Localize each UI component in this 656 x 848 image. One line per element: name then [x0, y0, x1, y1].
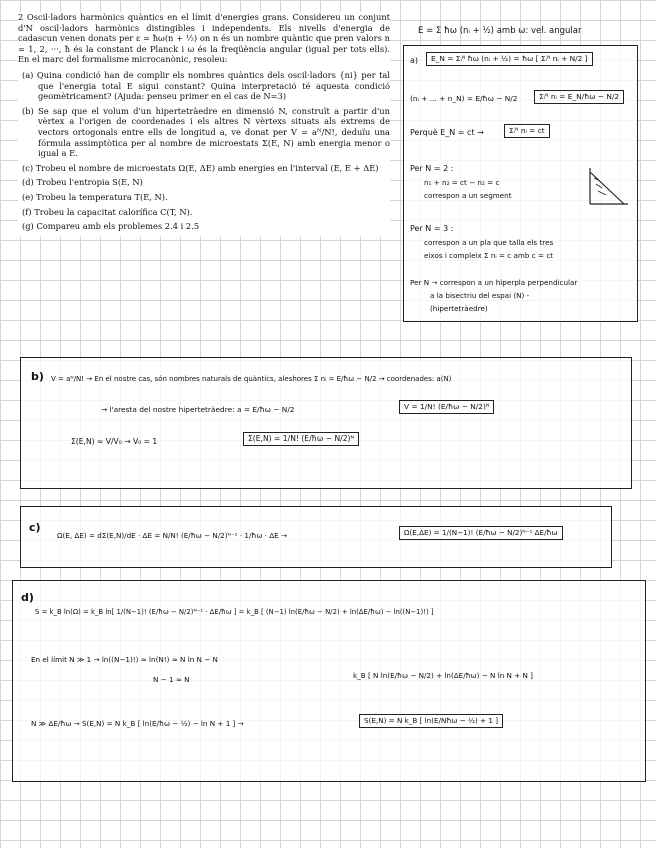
part-b-label: b) [31, 370, 44, 383]
n3-text2: eixos i compleix Σ nᵢ = c amb c = ct [424, 251, 554, 260]
part-c-box [20, 506, 612, 568]
problem-item-f: (f) Trobeu la capacitat calorífica C(T, N). [22, 206, 193, 217]
part-a-because-eq: Σᵢᴺ nᵢ = ct [504, 124, 550, 138]
problem-header: 2 Oscil·ladors harmònics quàntics en el límit d'energies grans. Considereu un conjunt d'N oscil·ladors harmònics distingibles i independents. Els nivells d'energia de cadascun venen donats per ε = ħω(n + ½) on n és un nombre quàntic que pren valors n = 1, 2, ···, ħ és la constant de Planck i ω és la freqüència angular (igual per tots ells). En el marc del formalisme microcanònic, resoleu: [18, 12, 390, 65]
nN-text3: (hipertetràedre) [430, 304, 488, 313]
problem-statement [18, 12, 390, 236]
part-d-label: d) [21, 591, 34, 604]
n2-text1: n₁ + n₂ = ct − n₂ = c [424, 178, 500, 187]
problem-items [18, 70, 390, 232]
energy-definition: E = Σ ħω (nᵢ + ½) amb ω: vel. angular [418, 26, 582, 36]
part-d-entropy: S(E,N) = N k_B [ ln(E/Nħω − ½) + 1 ] [359, 714, 503, 728]
part-a-eq2: (nᵢ + ... + n_N) = E/ħω − N/2 [410, 94, 518, 103]
n2-label: Per N = 2 : [410, 164, 454, 173]
part-d-line3: N ≫ ΔE/ħω → S(E,N) = N k_B [ ln(E/ħω − ½) − ln N + 1 ] → [31, 719, 244, 728]
part-a-eq3: Σᵢᴺ nᵢ = E_N/ħω − N/2 [534, 90, 624, 104]
part-b-line1: V = aᴺ/N! → En el nostre cas, són nombres naturals de quàntics, aleshores Σ nᵢ = E/ħω − N/2 → coordenades: a(N) [51, 375, 452, 383]
n3-label: Per N = 3 : [410, 224, 454, 233]
problem-item-a: (a) Quina condició han de complir els nombres quàntics dels oscil·ladors {ni} per tal que l'energia total E sigui constant? Quina interpretació té aquesta condició geomètricament? (Ajuda: penseu primer en el cas de N=3) [22, 69, 390, 102]
part-d-line2c: k_B [ N ln(E/ħω − N/2) + ln(ΔE/ħω) − N ln N + N ] [353, 671, 533, 680]
part-b-box [20, 357, 632, 489]
part-a-eq1: E_N = Σᵢᴺ ħω (nᵢ + ½) = ħω [ Σᵢᴺ nᵢ + N/2 ] [426, 52, 593, 66]
problem-item-c: (c) Trobeu el nombre de microestats Ω(E, ΔE) amb energies en l'interval (E, E + ΔE) [22, 162, 379, 173]
part-a-because: Perquè E_N = ct → [410, 128, 484, 137]
part-d-line2: En el límit N ≫ 1 → ln((N−1)!) ≈ ln(N!) ≈ N ln N − N [31, 655, 218, 664]
problem-item-d: (d) Trobeu l'entropia S(E, N) [22, 177, 143, 188]
triangle-sketch-icon [584, 164, 634, 212]
problem-item-g: (g) Compareu amb els problemes 2.4 i 2.5 [22, 221, 200, 232]
problem-item-b: (b) Se sap que el volum d'un hipertetràedre en dimensió N, construït a partir d'un vèrtex a l'origen de coordenades i els altres N vèrtexs situats als extrems de vectors ortogonals entre ells de longitud a, ve donat per V = aᴺ/N!, deduïu una fórmula assimptòtica per al nombre de microestats Σ(E, N) amb energia menor o igual a E. [22, 105, 390, 159]
part-d-line2b: N − 1 ≈ N [153, 675, 190, 684]
part-a-box [403, 45, 638, 322]
part-b-line3: Σ(E,N) ≈ V/V₀ → V₀ = 1 [71, 437, 158, 446]
nN-text2: a la bisectriu del espai (N) - [430, 291, 530, 300]
n3-text1: correspon a un pla que talla els tres [424, 238, 554, 247]
part-c-line1: Ω(E, ΔE) = dΣ(E,N)/dE · ΔE = N/N! (E/ħω − N/2)ᴺ⁻¹ · 1/ħω · ΔE → [57, 531, 288, 540]
part-b-sigma: Σ(E,N) = 1/N! (E/ħω − N/2)ᴺ [243, 432, 359, 446]
problem-item-e: (e) Trobeu la temperatura T(E, N). [22, 191, 168, 202]
part-b-line2: → l'aresta del nostre hipertetràedre: a = E/ħω − N/2 [101, 405, 295, 414]
nN-text1: Per N → correspon a un hiperpla perpendicular [410, 278, 578, 287]
part-c-omega: Ω(E,ΔE) = 1/(N−1)! (E/ħω − N/2)ᴺ⁻¹ ΔE/ħω [399, 526, 563, 540]
part-b-volume: V = 1/N! (E/ħω − N/2)ᴺ [399, 400, 494, 414]
part-d-line1: S = k_B ln(Ω) = k_B ln[ 1/(N−1)! (E/ħω − N/2)ᴺ⁻¹ · ΔE/ħω ] = k_B [ (N−1) ln(E/ħω − N/2) + ln(ΔE/ħω) − ln((N−1)!) ] [35, 608, 434, 616]
part-a-label: a) [410, 56, 419, 65]
part-d-box [12, 580, 646, 782]
n2-text2: correspon a un segment [424, 191, 512, 200]
part-c-label: c) [29, 521, 41, 534]
